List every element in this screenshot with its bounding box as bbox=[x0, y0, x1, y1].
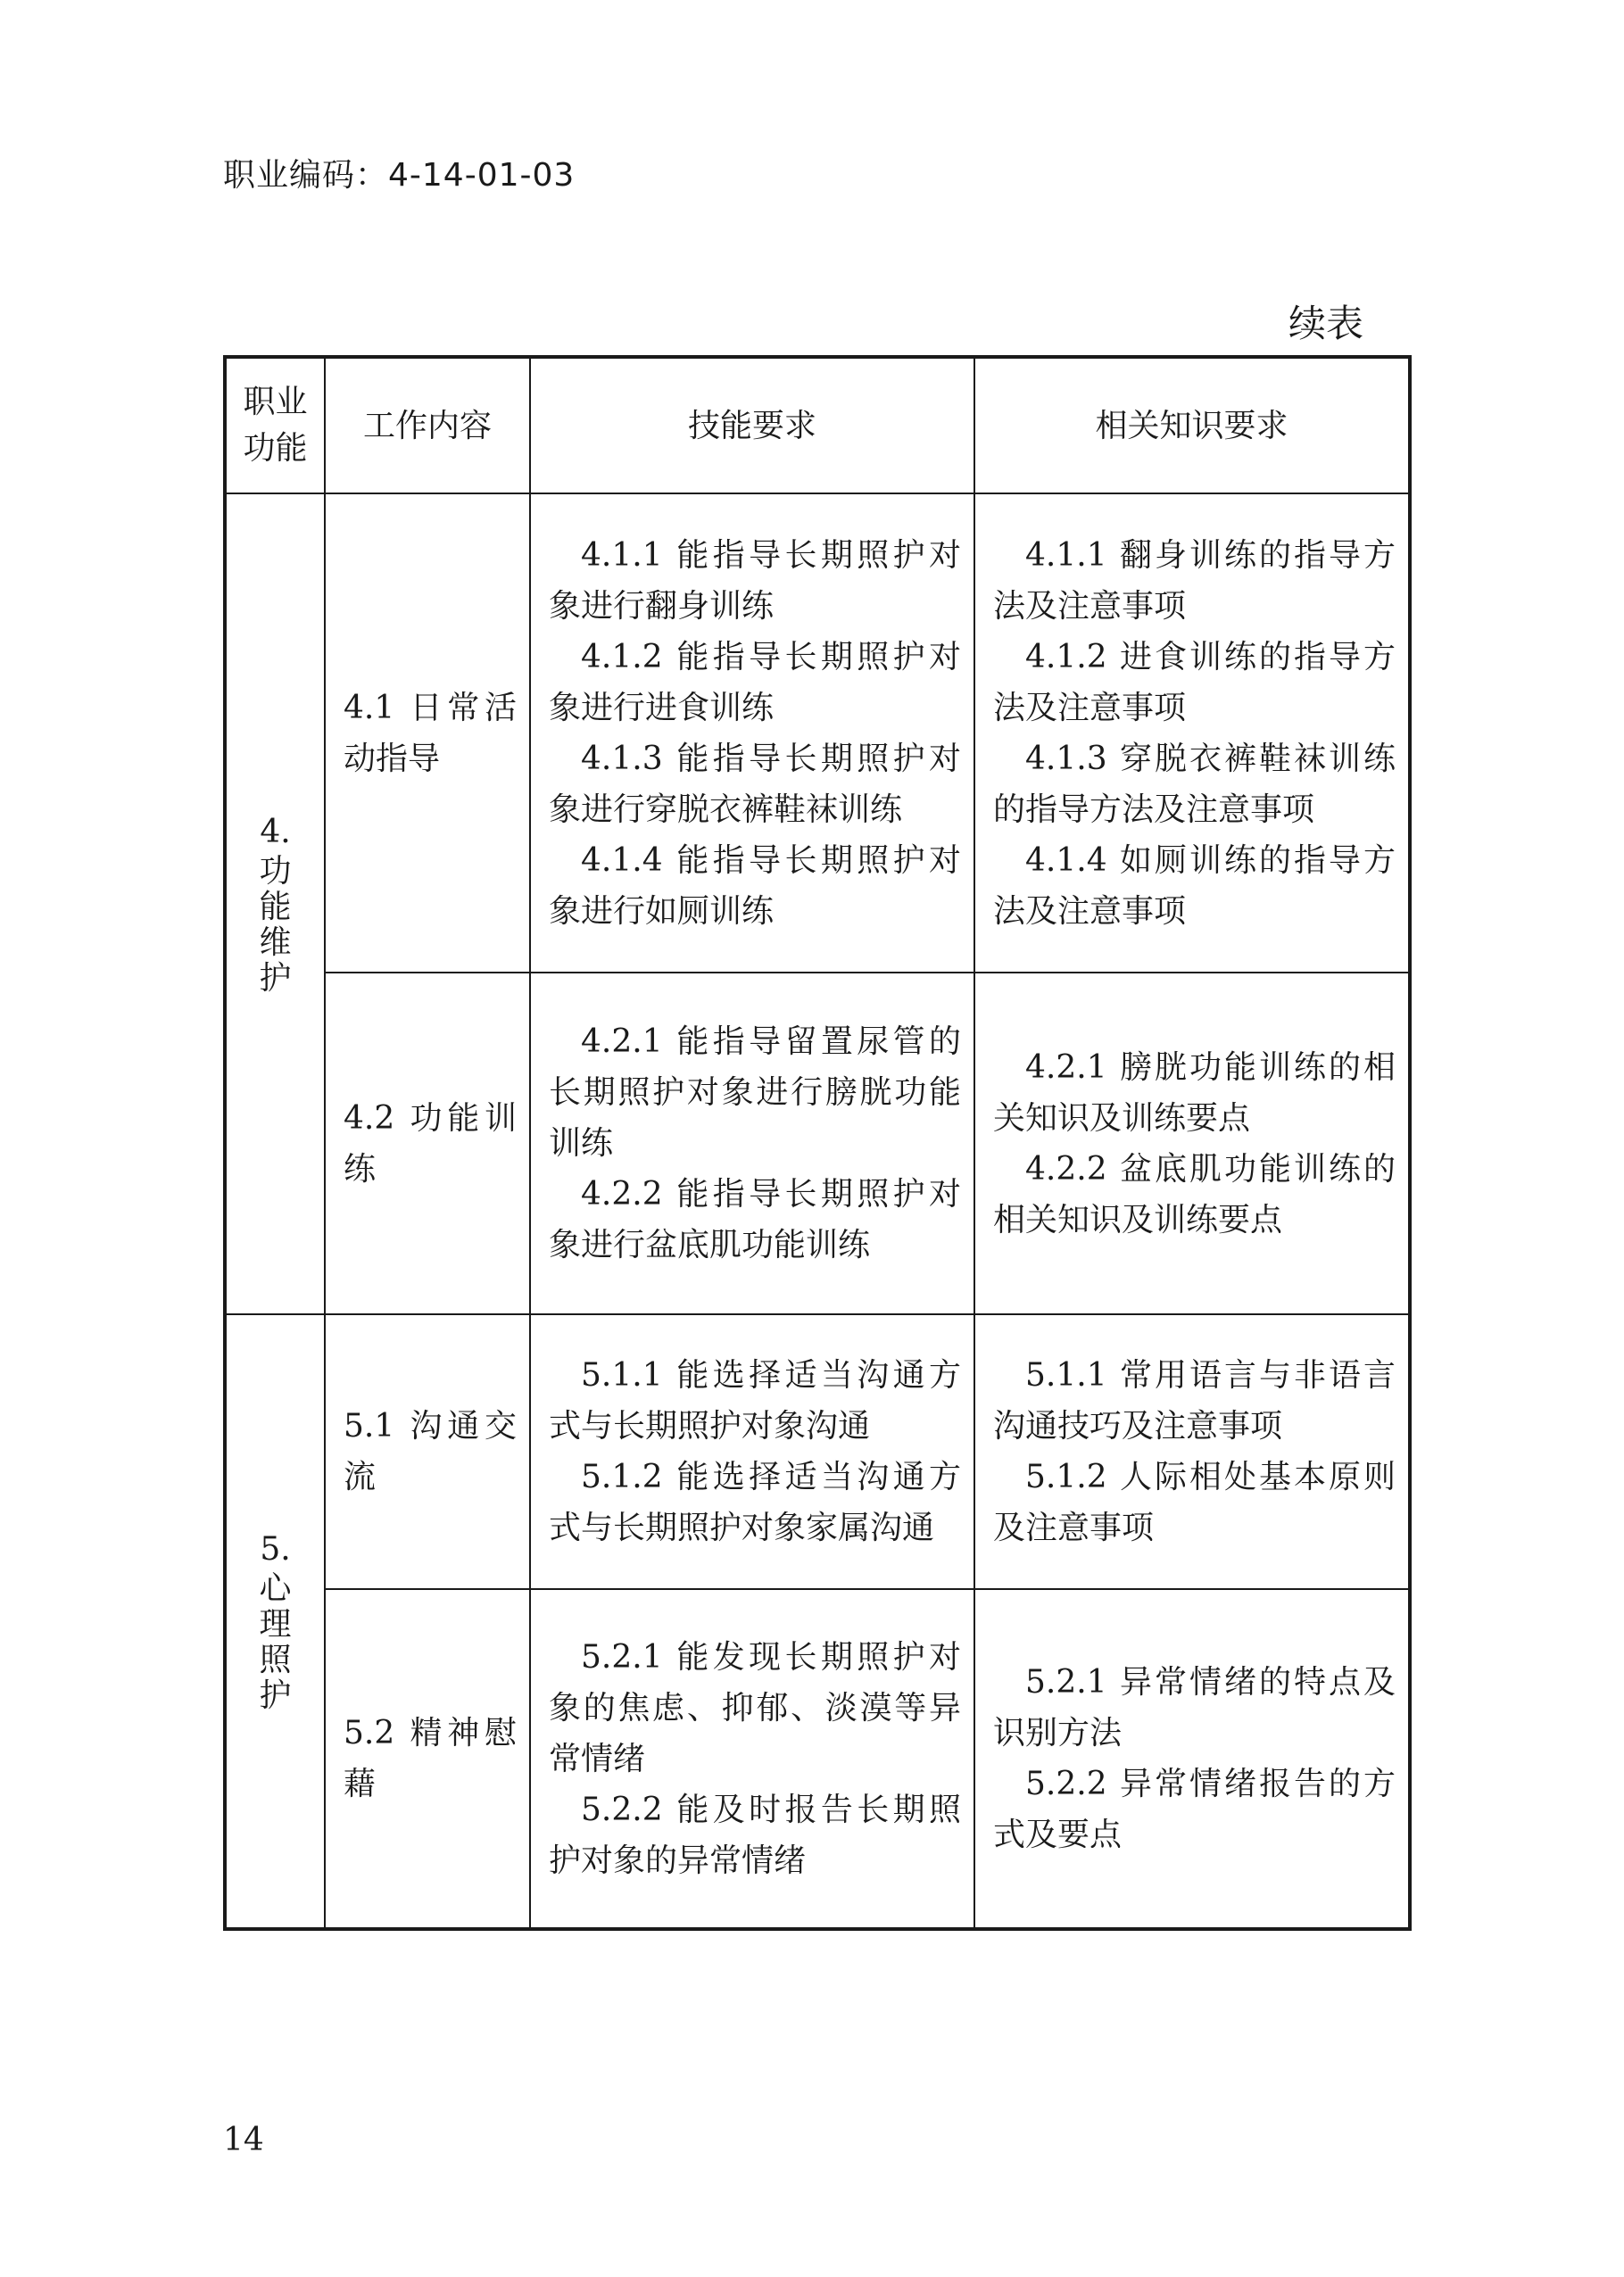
function-name: 心理照护 bbox=[259, 1570, 292, 1714]
knowledge-item: 4.1.2 进食训练的指导方法及注意事项 bbox=[993, 638, 1396, 726]
knowledge-item: 4.1.4 如厕训练的指导方法及注意事项 bbox=[993, 841, 1396, 930]
function-cell bbox=[225, 493, 325, 1314]
function-name: 功能维护 bbox=[259, 853, 292, 997]
continuation-label: 续表 bbox=[1288, 302, 1363, 345]
knowledge-item: 4.1.1 翻身训练的指导方法及注意事项 bbox=[993, 536, 1396, 625]
skills-cell bbox=[530, 1589, 974, 1929]
standards-table bbox=[223, 355, 1412, 1931]
knowledge-cell bbox=[974, 1314, 1410, 1589]
skill-item: 4.2.2 能指导长期照护对象进行盆底肌功能训练 bbox=[549, 1176, 961, 1263]
table-header-row bbox=[225, 357, 1410, 493]
header-content: 工作内容 bbox=[325, 357, 530, 493]
knowledge-cell bbox=[974, 493, 1410, 973]
function-cell bbox=[225, 1314, 325, 1929]
knowledge-item: 5.1.2 人际相处基本原则及注意事项 bbox=[993, 1459, 1396, 1546]
header-function: 职业功能 bbox=[225, 357, 325, 493]
function-number: 4. bbox=[260, 814, 291, 850]
knowledge-item: 4.2.1 膀胱功能训练的相关知识及训练要点 bbox=[993, 1048, 1396, 1137]
header-skills: 技能要求 bbox=[530, 357, 974, 493]
skills-cell bbox=[530, 1314, 974, 1589]
skill-item: 5.2.1 能发现长期照护对象的焦虑、抑郁、淡漠等异常情绪 bbox=[549, 1638, 961, 1777]
skills-cell bbox=[530, 973, 974, 1314]
function-number: 5. bbox=[260, 1531, 291, 1568]
skill-item: 4.1.3 能指导长期照护对象进行穿脱衣裤鞋袜训练 bbox=[549, 740, 961, 828]
skill-item: 5.2.2 能及时报告长期照护对象的异常情绪 bbox=[549, 1791, 961, 1879]
work-content-cell: 4.1 日常活动指导 bbox=[325, 493, 530, 973]
knowledge-cell bbox=[974, 973, 1410, 1314]
work-content-cell: 4.2 功能训练 bbox=[325, 973, 530, 1314]
occupation-code: 职业编码：4-14-01-03 bbox=[223, 157, 576, 194]
table-row bbox=[225, 973, 1410, 1314]
skill-item: 4.1.1 能指导长期照护对象进行翻身训练 bbox=[549, 536, 961, 625]
skill-item: 5.1.2 能选择适当沟通方式与长期照护对象家属沟通 bbox=[549, 1459, 961, 1546]
knowledge-item: 4.2.2 盆底肌功能训练的相关知识及训练要点 bbox=[993, 1150, 1396, 1238]
skill-item: 4.2.1 能指导留置尿管的长期照护对象进行膀胱功能训练 bbox=[549, 1023, 961, 1162]
knowledge-item: 4.1.3 穿脱衣裤鞋袜训练的指导方法及注意事项 bbox=[993, 740, 1396, 828]
knowledge-item: 5.1.1 常用语言与非语言沟通技巧及注意事项 bbox=[993, 1357, 1396, 1445]
knowledge-item: 5.2.2 异常情绪报告的方式及要点 bbox=[993, 1766, 1396, 1853]
skill-item: 4.1.2 能指导长期照护对象进行进食训练 bbox=[549, 638, 961, 726]
page-number: 14 bbox=[223, 2122, 264, 2158]
skills-cell bbox=[530, 493, 974, 973]
work-content-cell: 5.1 沟通交流 bbox=[325, 1314, 530, 1589]
header-knowledge: 相关知识要求 bbox=[974, 357, 1410, 493]
knowledge-item: 5.2.1 异常情绪的特点及识别方法 bbox=[993, 1664, 1396, 1751]
table-row bbox=[225, 493, 1410, 973]
skill-item: 5.1.1 能选择适当沟通方式与长期照护对象沟通 bbox=[549, 1357, 961, 1445]
work-content-cell: 5.2 精神慰藉 bbox=[325, 1589, 530, 1929]
skill-item: 4.1.4 能指导长期照护对象进行如厕训练 bbox=[549, 841, 961, 930]
knowledge-cell bbox=[974, 1589, 1410, 1929]
table-row bbox=[225, 1314, 1410, 1589]
table-row bbox=[225, 1589, 1410, 1929]
